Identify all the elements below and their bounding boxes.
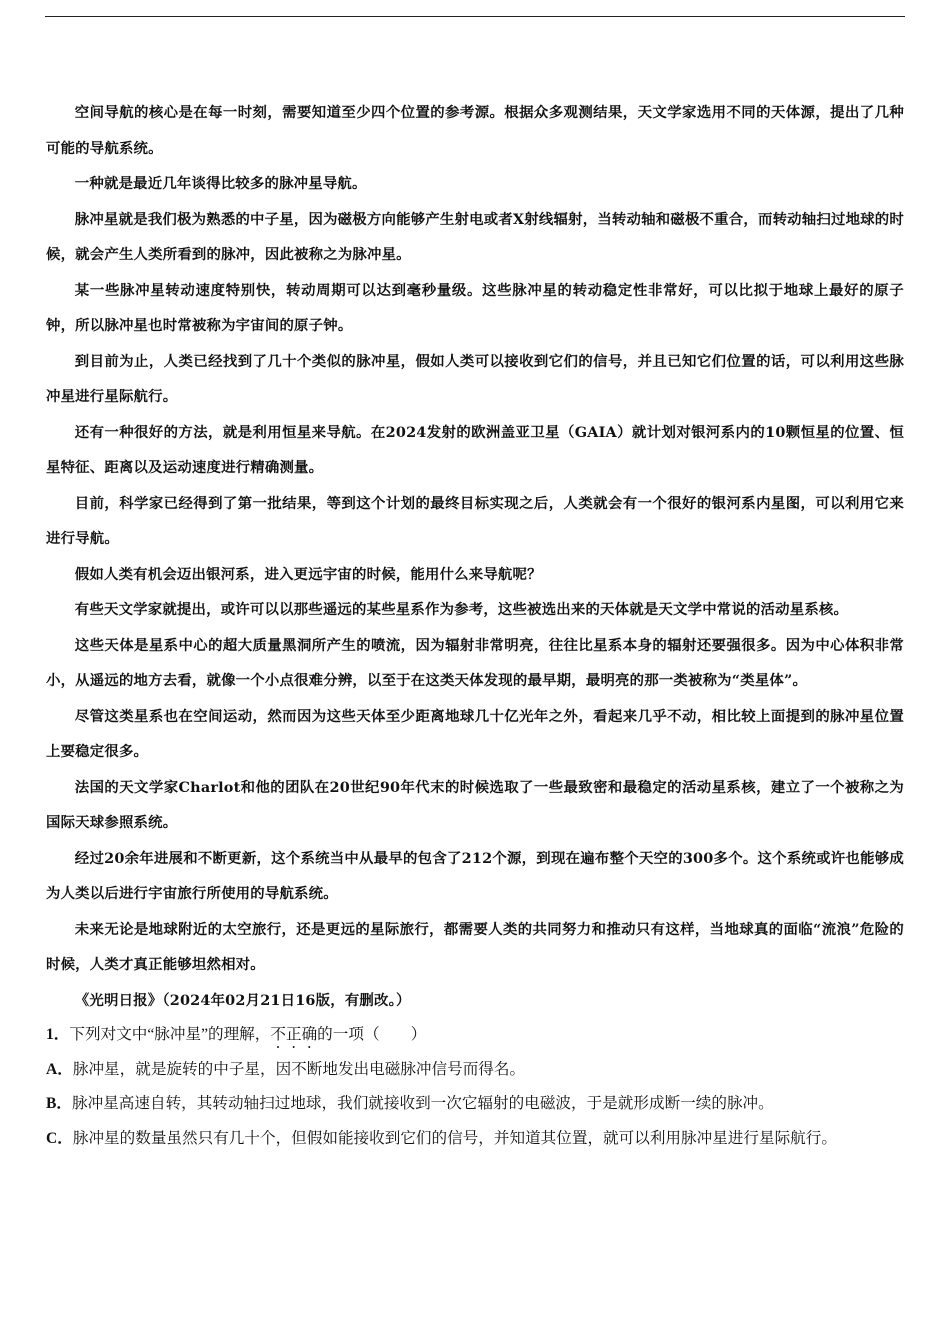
question-text: 下列对文中“脉冲星”的理解， [69, 1026, 271, 1043]
question-number: 1． [46, 1026, 70, 1043]
question-stem [46, 1018, 904, 1053]
option-text: 脉冲星，就是旋转的中子星，因不断地发出电磁脉冲信号而得名。 [72, 1060, 526, 1078]
paragraph: 这些天体是星系中心的超大质量黑洞所产生的喷流，因为辐射非常明亮，往往比星系本身的辐射还要强很多。因为中心体积非常小，从遥远的地方去看，就像一个小点很难分辨，以至于在这类天体发现的最早期，最明亮的那一类被称为“类星体”。 [46, 636, 904, 689]
option-c [46, 1122, 904, 1157]
paragraph: 法国的天文学家Charlot和他的团队在20世纪90年代末的时候选取了一些最致密和最稳定的活动星系核，建立了一个被称之为国际天球参照系统。 [46, 778, 904, 831]
question-emphasis: 不正确 [270, 1026, 318, 1043]
paragraph: 经过20余年进展和不断更新，这个系统当中从最早的包含了212个源，到现在遍布整个天空的300多个。这个系统或许也能够成为人类以后进行宇宙旅行所使用的导航系统。 [46, 849, 904, 902]
paragraph: 有些天文学家就提出，或许可以以那些遥远的某些星系作为参考，这些被选出来的天体就是天文学中常说的活动星系核。 [74, 601, 849, 618]
option-letter: B． [46, 1095, 72, 1112]
paragraph: 一种就是最近几年谈得比较多的脉冲星导航。 [74, 175, 367, 192]
paragraph: 还有一种很好的方法，就是利用恒星来导航。在2024发射的欧洲盖亚卫星（GAIA）就计划对银河系内的10颗恒星的位置、恒星特征、距离以及运动速度进行精确测量。 [46, 423, 904, 476]
option-a [46, 1053, 904, 1088]
question-text-end: 的一项（ ） [317, 1026, 427, 1043]
paragraph: 目前，科学家已经得到了第一批结果，等到这个计划的最终目标实现之后，人类就会有一个很好的银河系内星图，可以利用它来进行导航。 [46, 494, 904, 547]
paragraph: 到目前为止，人类已经找到了几十个类似的脉冲星，假如人类可以接收到它们的信号，并且已知它们位置的话，可以利用这些脉冲星进行星际航行。 [46, 352, 904, 405]
paragraph: 脉冲星就是我们极为熟悉的中子星，因为磁极方向能够产生射电或者X射线辐射，当转动轴和磁极不重合，而转动轴扫过地球的时候，就会产生人类所看到的脉冲，因此被称之为脉冲星。 [46, 210, 904, 263]
header-rule [45, 16, 905, 17]
paragraph: 某一些脉冲星转动速度特别快，转动周期可以达到毫秒量级。这些脉冲星的转动稳定性非常好，可以比拟于地球上最好的原子钟，所以脉冲星也时常被称为宇宙间的原子钟。 [46, 281, 904, 334]
article-body [46, 95, 904, 1156]
source-citation: 《光明日报》（2024年02月21日16版，有删改。） [74, 991, 411, 1009]
option-text: 脉冲星高速自转，其转动轴扫过地球，我们就接收到一次它辐射的电磁波，于是就形成断一续的脉冲。 [72, 1095, 774, 1112]
option-letter: C． [46, 1129, 73, 1147]
paragraph: 未来无论是地球附近的太空旅行，还是更远的星际旅行，都需要人类的共同努力和推动只有这样，当地球真的面临“流浪”危险的时候，人类才真正能够坦然相对。 [46, 920, 904, 973]
paragraph: 尽管这类星系也在空间运动，然而因为这些天体至少距离地球几十亿光年之外，看起来几乎不动，相比较上面提到的脉冲星位置上要稳定很多。 [46, 707, 904, 760]
option-text: 脉冲星的数量虽然只有几十个，但假如能接收到它们的信号，并知道其位置，就可以利用脉冲星进行星际航行。 [72, 1129, 837, 1147]
option-b [46, 1087, 904, 1122]
option-letter: A． [46, 1060, 73, 1078]
paragraph: 假如人类有机会迈出银河系，进入更远宇宙的时候，能用什么来导航呢？ [74, 565, 542, 583]
paragraph: 空间导航的核心是在每一时刻，需要知道至少四个位置的参考源。根据众多观测结果，天文学家选用不同的天体源，提出了几种可能的导航系统。 [46, 104, 904, 157]
